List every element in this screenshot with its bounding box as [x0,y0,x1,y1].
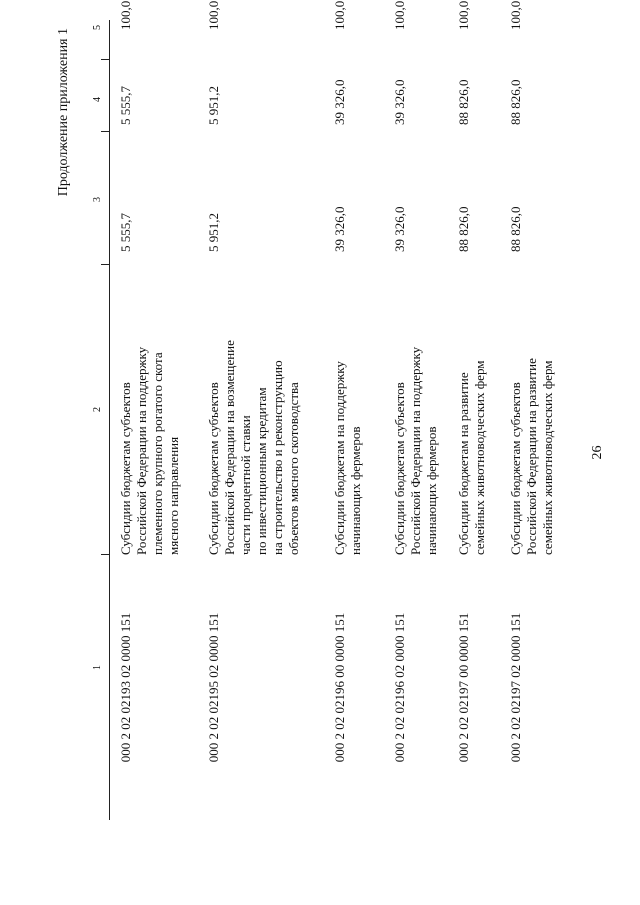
description-line: начинающих фермеров [348,426,363,555]
income-description [392,265,440,555]
description-line: Субсидии бюджетам субъектов [206,382,221,555]
header-col-3: 3 [92,197,103,202]
table-row [448,0,500,820]
header-divider [101,131,109,132]
approved-amount: 88 826,0 [508,206,523,252]
execution-percent: 100,0 [508,0,523,30]
description-line: Российской Федерации на развитие [524,358,539,555]
description-line: Субсидии бюджетам субъектов [508,382,523,555]
executed-amount: 5 555,7 [118,86,133,125]
approved-amount: 5 951,2 [206,213,221,252]
description-line: начинающих фермеров [424,426,439,555]
table-row [384,0,448,820]
table-header [84,20,110,820]
header-divider [101,554,109,555]
income-description [332,265,364,555]
header-col-4: 4 [92,97,103,102]
description-line: семейных животноводческих ферм [540,360,555,555]
execution-percent: 100,0 [118,0,133,30]
execution-percent: 100,0 [332,0,347,30]
table-row [500,0,560,820]
description-line: племенного крупного рогатого скота [150,352,165,555]
budget-code: 000 2 02 02196 02 0000 151 [392,612,407,763]
appendix-continuation-note: Продолжение приложения 1 [56,28,71,197]
header-divider [101,264,109,265]
description-line: Российской Федерации на возмещение [222,340,237,555]
budget-code: 000 2 02 02197 00 0000 151 [456,612,471,763]
header-divider [101,59,109,60]
header-col-1: 1 [92,665,103,670]
description-line: Российской Федерации на поддержку [134,346,149,555]
execution-percent: 100,0 [206,0,221,30]
description-line: Субсидии бюджетам субъектов [118,382,133,555]
description-line: на строительство и реконструкцию [270,360,285,555]
description-line: мясного направления [166,436,181,555]
header-col-2: 2 [92,407,103,412]
description-line: объектов мясного скотоводства [286,382,301,555]
executed-amount: 39 326,0 [332,79,347,125]
description-line: семейных животноводческих ферм [472,360,487,555]
table-body [110,0,560,820]
income-description [456,265,488,555]
budget-table [84,0,560,820]
description-line: Российской Федерации на поддержку [408,346,423,555]
executed-amount: 88 826,0 [456,79,471,125]
table-row [198,0,324,820]
budget-code: 000 2 02 02197 02 0000 151 [508,612,523,763]
approved-amount: 5 555,7 [118,213,133,252]
income-description [118,265,182,555]
description-line: по инвестиционным кредитам [254,387,269,555]
budget-code: 000 2 02 02196 00 0000 151 [332,612,347,763]
approved-amount: 39 326,0 [392,206,407,252]
approved-amount: 39 326,0 [332,206,347,252]
execution-percent: 100,0 [392,0,407,30]
page-number: 26 [590,445,605,460]
approved-amount: 88 826,0 [456,206,471,252]
budget-code: 000 2 02 02195 02 0000 151 [206,612,221,763]
table-row [110,0,198,820]
income-description [206,265,302,555]
description-line: Субсидии бюджетам субъектов [392,382,407,555]
executed-amount: 39 326,0 [392,79,407,125]
executed-amount: 88 826,0 [508,79,523,125]
description-line: Субсидии бюджетам на развитие [456,372,471,555]
description-line: части процентной ставки [238,415,253,555]
header-col-5: 5 [92,25,103,30]
description-line: Субсидии бюджетам на поддержку [332,361,347,555]
budget-code: 000 2 02 02193 02 0000 151 [118,612,133,763]
table-row [324,0,384,820]
income-description [508,265,556,555]
executed-amount: 5 951,2 [206,86,221,125]
execution-percent: 100,0 [456,0,471,30]
